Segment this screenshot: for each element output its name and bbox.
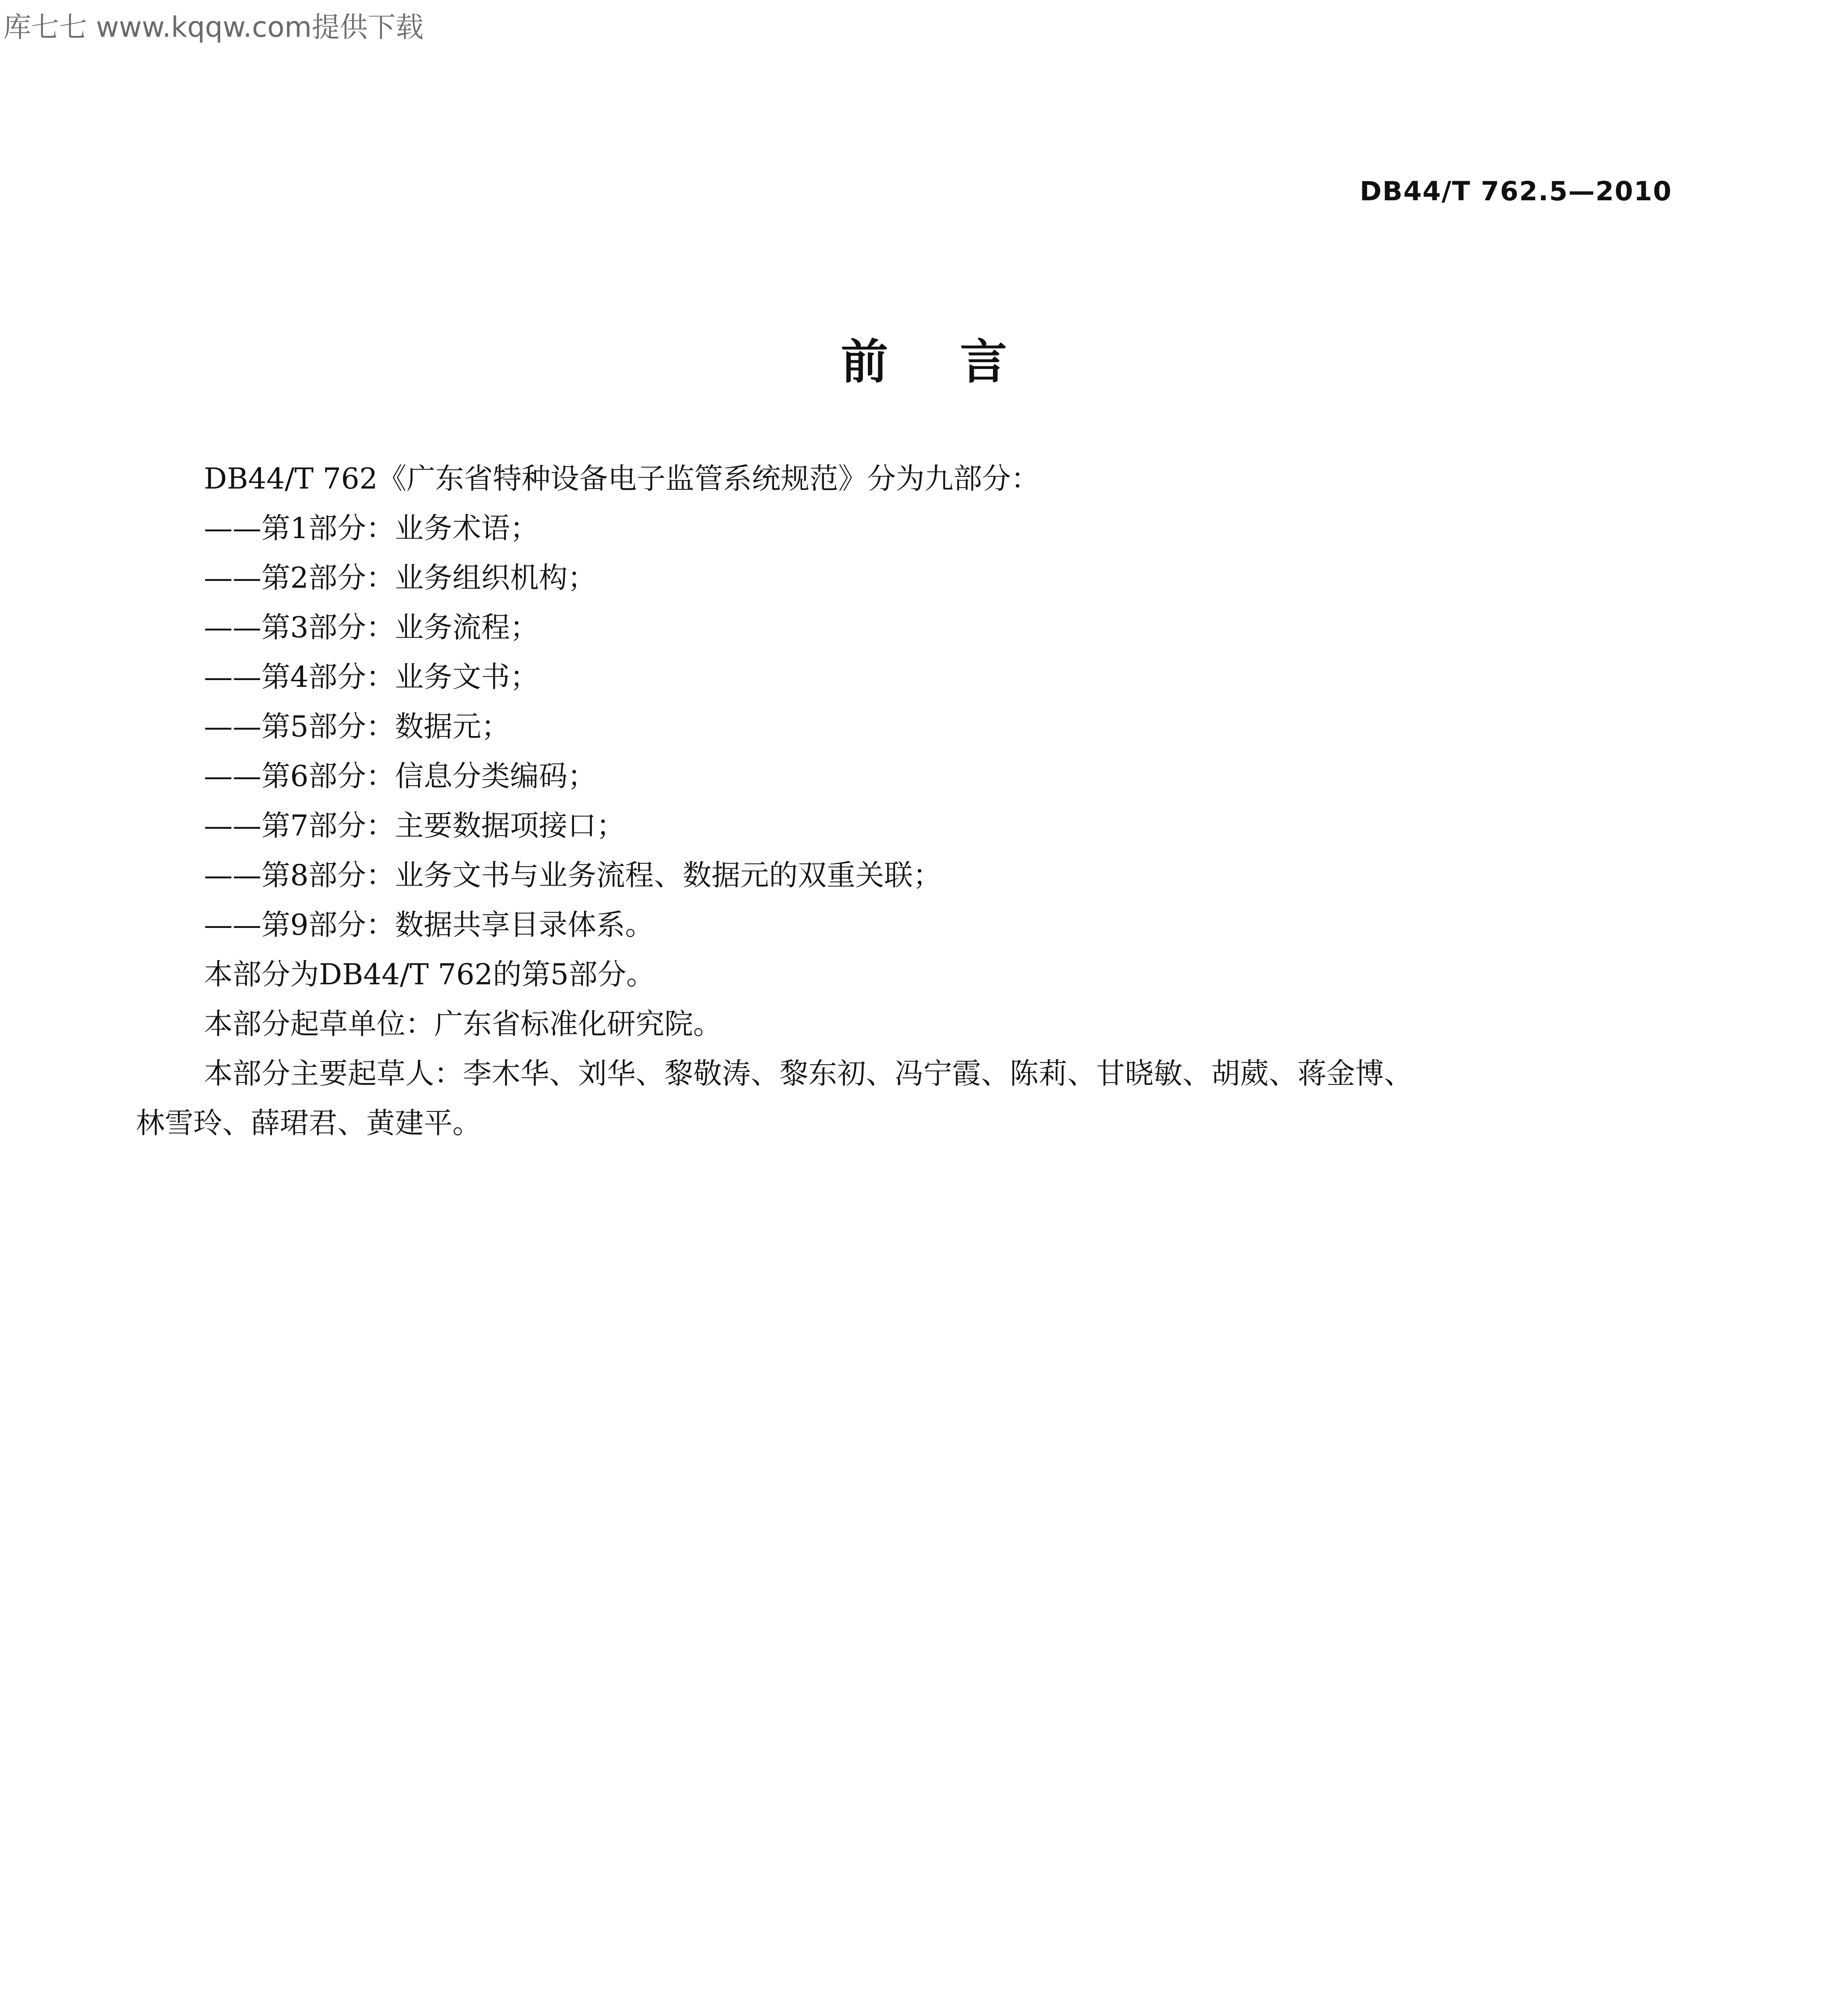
document-code: DB44/T 762.5—2010	[1360, 176, 1672, 207]
part-list-item: ——第9部分：数据共享目录体系。	[204, 908, 654, 942]
preface-intro: DB44/T 762《广东省特种设备电子监管系统规范》分为九部分：	[204, 462, 1040, 495]
preface-body	[136, 454, 1651, 1148]
part-list-item: ——第1部分：业务术语；	[204, 511, 539, 545]
part-list-item: ——第6部分：信息分类编码；	[204, 759, 596, 793]
part-list-item: ——第7部分：主要数据项接口；	[204, 809, 625, 842]
drafting-unit: 本部分起草单位：广东省标准化研究院。	[204, 1007, 722, 1041]
drafters-line-continued: 林雪玲、薛珺君、黄建平。	[136, 1106, 482, 1140]
drafters-line: 本部分主要起草人：李木华、刘华、黎敬涛、黎东初、冯宁霞、陈莉、甘晓敏、胡葳、蒋金博、	[204, 1057, 1413, 1090]
part-list-item: ——第3部分：业务流程；	[204, 610, 539, 644]
watermark-text: 库七七 www.kqqw.com提供下载	[3, 11, 424, 44]
part-list-item: ——第2部分：业务组织机构；	[204, 561, 596, 595]
part-list-item: ——第5部分：数据元；	[204, 710, 510, 743]
part-list-item: ——第8部分：业务文书与业务流程、数据元的双重关联；	[204, 858, 942, 892]
part-statement: 本部分为DB44/T 762的第5部分。	[204, 958, 655, 991]
part-list-item: ——第4部分：业务文书；	[204, 660, 539, 694]
page-title: 前言	[841, 334, 1079, 389]
